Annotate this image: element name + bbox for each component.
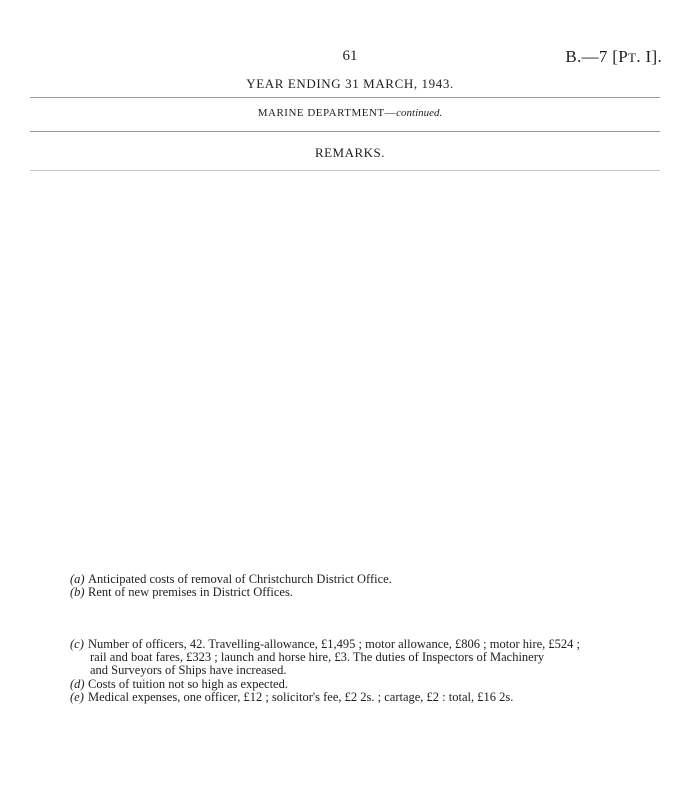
note-label: (a) <box>70 572 85 586</box>
department-heading: MARINE DEPARTMENT—continued. <box>257 107 443 119</box>
page-number: 61 <box>342 48 358 64</box>
note-label: (b) <box>70 585 85 599</box>
divider-rule <box>30 131 660 132</box>
note-label: (e) <box>70 690 84 704</box>
divider-rule <box>30 97 660 98</box>
note-text: rail and boat fares, £323 ; launch and horse hire, £3. The duties of Inspectors of Machinery <box>90 650 545 664</box>
note-label: (d) <box>70 677 85 691</box>
remark-note-c <box>70 638 630 677</box>
note-label: (c) <box>70 637 84 651</box>
remark-note-e <box>70 691 630 704</box>
note-text: and Surveyors of Ships have increased. <box>90 663 287 677</box>
note-text: Rent of new premises in District Offices. <box>88 585 293 599</box>
note-text: Costs of tuition not so high as expected. <box>88 677 288 691</box>
note-text: Medical expenses, one officer, £12 ; solicitor's fee, £2 2s. ; cartage, £2 : total, £16 2s. <box>88 690 514 704</box>
note-text: Number of officers, 42. Travelling-allowance, £1,495 ; motor allowance, £806 ; motor hire, £524 ; <box>88 637 581 651</box>
remark-note-b <box>70 586 630 599</box>
year-heading: YEAR ENDING 31 MARCH, 1943. <box>246 76 454 91</box>
divider-rule <box>30 170 660 171</box>
document-reference: B.—7 [PT. I]. <box>565 47 662 66</box>
remarks-heading: REMARKS. <box>314 145 386 160</box>
note-text: Anticipated costs of removal of Christchurch District Office. <box>88 572 392 586</box>
